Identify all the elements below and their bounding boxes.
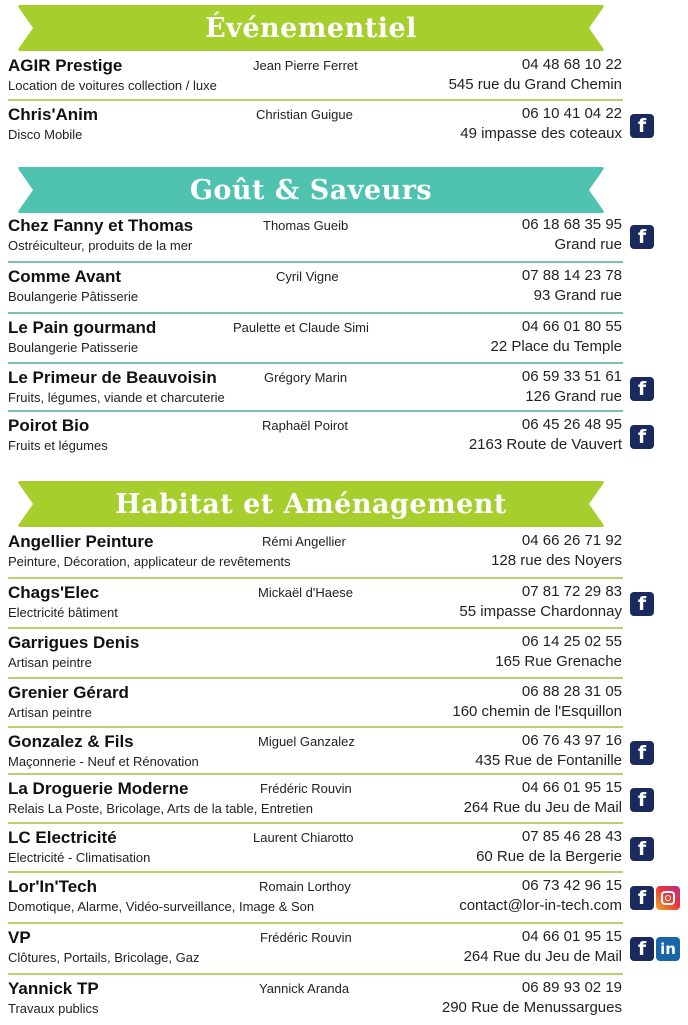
business-entry <box>0 977 688 1025</box>
section-title: Événementiel <box>205 12 417 44</box>
business-entry <box>0 54 688 102</box>
section-title: Goût & Saveurs <box>189 174 433 206</box>
phone-number[interactable]: 04 48 68 10 22 <box>521 56 622 73</box>
social-icons <box>630 937 680 961</box>
facebook-icon[interactable]: f <box>630 592 654 616</box>
row-divider <box>8 99 623 101</box>
business-description: Electricité bâtiment <box>8 605 118 620</box>
address: 49 impasse des coteaux <box>460 125 622 142</box>
social-icons <box>630 592 654 616</box>
business-description: Ostréiculteur, produits de la mer <box>8 238 193 253</box>
linkedin-icon[interactable]: in <box>656 937 680 961</box>
section-banner <box>16 3 606 53</box>
business-entry <box>0 875 688 923</box>
business-description: Domotique, Alarme, Vidéo-surveillance, Image & Son <box>8 899 315 914</box>
contact-person: Yannick Aranda <box>259 981 350 996</box>
facebook-icon[interactable]: f <box>630 837 654 861</box>
address: 60 Rue de la Bergerie <box>476 848 622 865</box>
business-name: Yannick TP <box>8 979 99 998</box>
business-description: Maçonnerie - Neuf et Rénovation <box>8 754 199 769</box>
row-divider <box>8 677 623 679</box>
address: 55 impasse Chardonnay <box>459 603 622 620</box>
business-description: Boulangerie Patisserie <box>8 340 139 355</box>
facebook-icon[interactable]: f <box>630 425 654 449</box>
phone-number[interactable]: 06 14 25 02 55 <box>521 633 622 650</box>
business-name: AGIR Prestige <box>8 56 123 75</box>
business-entry <box>0 730 688 778</box>
section-title: Habitat et Aménagement <box>115 488 507 520</box>
address: 290 Rue de Menussargues <box>441 999 622 1016</box>
section-banner <box>16 165 606 215</box>
contact-person: Jean Pierre Ferret <box>253 58 358 73</box>
contact-person: Miguel Ganzalez <box>258 734 355 749</box>
business-name: Poirot Bio <box>8 416 90 435</box>
contact-person: Christian Guigue <box>256 107 353 122</box>
business-description: Artisan peintre <box>8 655 92 670</box>
row-divider <box>8 362 623 364</box>
business-name: Grenier Gérard <box>8 683 129 702</box>
business-entry <box>0 826 688 874</box>
address: 126 Grand rue <box>525 388 622 405</box>
email-link[interactable]: contact@lor-in-tech.com <box>459 897 622 914</box>
business-name: Le Primeur de Beauvoisin <box>8 368 217 387</box>
business-description: Travaux publics <box>8 1001 99 1016</box>
instagram-icon[interactable] <box>656 886 680 910</box>
phone-number[interactable]: 04 66 01 95 15 <box>521 928 622 945</box>
business-description: Disco Mobile <box>8 127 83 142</box>
section-banner <box>16 479 606 529</box>
business-name: Chez Fanny et Thomas <box>8 216 194 235</box>
business-entry <box>0 681 688 729</box>
business-entry <box>0 316 688 364</box>
contact-person: Paulette et Claude Simi <box>233 320 369 335</box>
social-icons <box>630 377 654 401</box>
contact-person: Laurent Chiarotto <box>253 830 354 845</box>
row-divider <box>8 577 623 579</box>
address: 264 Rue du Jeu de Mail <box>463 799 622 816</box>
social-icons <box>630 837 654 861</box>
contact-person: Grégory Marin <box>264 370 348 385</box>
address: 2163 Route de Vauvert <box>468 436 622 453</box>
business-entry <box>0 926 688 974</box>
business-entry <box>0 414 688 462</box>
business-description: Fruits et légumes <box>8 438 108 453</box>
social-icons <box>630 114 654 138</box>
facebook-icon[interactable]: f <box>630 225 654 249</box>
business-description: Artisan peintre <box>8 705 92 720</box>
row-divider <box>8 726 623 728</box>
business-entry <box>0 214 688 262</box>
facebook-icon[interactable]: f <box>630 886 654 910</box>
row-divider <box>8 312 623 314</box>
business-entry <box>0 265 688 313</box>
phone-number[interactable]: 06 89 93 02 19 <box>521 979 622 996</box>
social-icons <box>630 741 654 765</box>
address: 264 Rue du Jeu de Mail <box>463 948 622 965</box>
business-name: La Droguerie Moderne <box>8 779 189 798</box>
business-entry <box>0 631 688 679</box>
contact-person: Romain Lorthoy <box>259 879 351 894</box>
phone-number[interactable]: 06 76 43 97 16 <box>521 732 622 749</box>
phone-number[interactable]: 06 88 28 31 05 <box>521 683 622 700</box>
business-name: Chags'Elec <box>8 583 99 602</box>
social-icons <box>630 886 680 910</box>
phone-number[interactable]: 06 10 41 04 22 <box>521 105 622 122</box>
address: Grand rue <box>554 236 622 253</box>
phone-number[interactable]: 06 45 26 48 95 <box>521 416 622 433</box>
business-name: VP <box>8 928 31 947</box>
business-entry <box>0 366 688 414</box>
address: 128 rue des Noyers <box>491 552 622 569</box>
facebook-icon[interactable]: f <box>630 377 654 401</box>
facebook-icon[interactable]: f <box>630 937 654 961</box>
business-description: Fruits, légumes, viande et charcuterie <box>8 390 225 405</box>
business-name: LC Electricité <box>8 828 117 847</box>
business-description: Electricité - Climatisation <box>8 850 151 865</box>
row-divider <box>8 627 623 629</box>
address: 165 Rue Grenache <box>495 653 622 670</box>
phone-number[interactable]: 07 81 72 29 83 <box>521 583 622 600</box>
phone-number[interactable]: 07 88 14 23 78 <box>521 267 622 284</box>
social-icons <box>630 425 654 449</box>
row-divider <box>8 822 623 824</box>
business-description: Location de voitures collection / luxe <box>8 78 217 93</box>
address: 545 rue du Grand Chemin <box>448 76 622 93</box>
contact-person: Frédéric Rouvin <box>260 930 352 945</box>
business-name: Chris'Anim <box>8 105 98 124</box>
contact-person: Mickaël d'Haese <box>258 585 353 600</box>
row-divider <box>8 871 623 873</box>
facebook-icon[interactable]: f <box>630 741 654 765</box>
row-divider <box>8 261 623 263</box>
address: 22 Place du Temple <box>490 338 622 355</box>
phone-number[interactable]: 06 59 33 51 61 <box>521 368 622 385</box>
phone-number[interactable]: 07 85 46 28 43 <box>521 828 622 845</box>
facebook-icon[interactable]: f <box>630 788 654 812</box>
camera-glyph <box>661 891 675 905</box>
business-name: Lor'In'Tech <box>8 877 97 896</box>
row-divider <box>8 973 623 975</box>
business-entry <box>0 777 688 825</box>
phone-number[interactable]: 04 66 01 95 15 <box>521 779 622 796</box>
address: 160 chemin de l'Esquillon <box>452 703 622 720</box>
contact-person: Frédéric Rouvin <box>260 781 352 796</box>
business-name: Gonzalez & Fils <box>8 732 134 751</box>
contact-person: Rémi Angellier <box>262 534 346 549</box>
business-name: Garrigues Denis <box>8 633 140 652</box>
business-description: Relais La Poste, Bricolage, Arts de la table, Entretien <box>8 801 313 816</box>
business-name: Le Pain gourmand <box>8 318 157 337</box>
row-divider <box>8 922 623 924</box>
phone-number[interactable]: 04 66 01 80 55 <box>521 318 622 335</box>
social-icons <box>630 225 654 249</box>
facebook-icon[interactable]: f <box>630 114 654 138</box>
contact-person: Raphaël Poirot <box>262 418 348 433</box>
row-divider <box>8 410 623 412</box>
phone-number[interactable]: 04 66 26 71 92 <box>521 532 622 549</box>
address: 93 Grand rue <box>533 287 622 304</box>
business-name: Angellier Peinture <box>8 532 154 551</box>
phone-number[interactable]: 06 18 68 35 95 <box>521 216 622 233</box>
row-divider <box>8 773 623 775</box>
business-entry <box>0 530 688 578</box>
contact-person: Thomas Gueib <box>263 218 349 233</box>
contact-person: Cyril Vigne <box>276 269 339 284</box>
address: 435 Rue de Fontanille <box>475 752 622 769</box>
business-entry <box>0 581 688 629</box>
business-entry <box>0 103 688 151</box>
business-name: Comme Avant <box>8 267 122 286</box>
business-description: Peinture, Décoration, applicateur de revêtements <box>8 554 291 569</box>
business-description: Boulangerie Pâtisserie <box>8 289 139 304</box>
phone-number[interactable]: 06 73 42 96 15 <box>521 877 622 894</box>
social-icons <box>630 788 654 812</box>
business-description: Clôtures, Portails, Bricolage, Gaz <box>8 950 200 965</box>
